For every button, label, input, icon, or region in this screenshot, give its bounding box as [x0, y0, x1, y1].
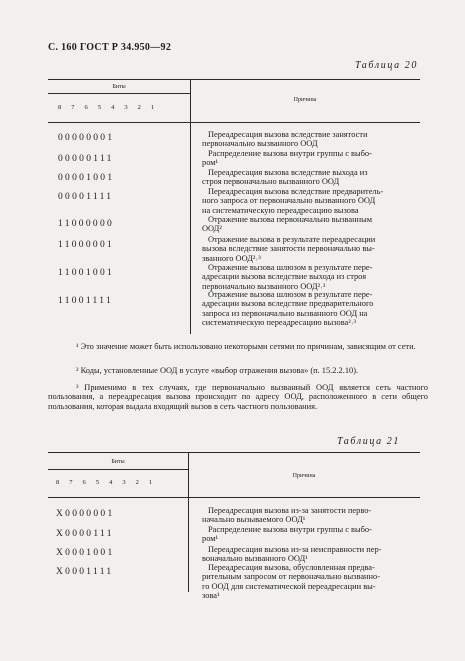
reason-line: ного запроса от первоначально вызванного ООД: [202, 196, 376, 206]
reason-line: Отражение вызова первоначально вызванным: [208, 215, 373, 224]
reason-line: рительным запросом от первоначально вызванно-: [202, 572, 380, 582]
reason-line: начально вызываемого ООД¹: [202, 515, 306, 525]
reason-line: Переадресация вызова, обусловленная предва-: [208, 563, 375, 572]
reason-line: адресации вызова вследствие выхода из строя: [202, 272, 367, 282]
table-row-reason: [202, 168, 427, 187]
table-row-reason: [202, 263, 427, 291]
reason-line: на систематическую переадресацию вызова: [202, 205, 359, 215]
table-row-code: 11001001: [58, 268, 115, 278]
table-row-reason: [202, 215, 427, 234]
table-row-code: 11000001: [58, 240, 115, 250]
table-21-reason-header: Причина: [292, 473, 316, 479]
table-row-reason: [202, 187, 427, 215]
table-20-header-rule: [48, 122, 420, 123]
table-row-code: 00000001: [58, 133, 115, 143]
table-row-reason: [202, 525, 427, 544]
reason-line: Переадресация вызова из-за занятости перво-: [208, 506, 372, 515]
reason-line: Переадресация вызова вследствие предваритель-: [208, 187, 384, 196]
table-20-bits-header: Биты: [112, 84, 126, 90]
reason-line: ром¹: [202, 158, 219, 168]
table-21-bit-numbers: 8 7 6 5 4 3 2 1: [56, 479, 157, 486]
table-21-top-rule: [48, 452, 420, 453]
reason-line: ООД²: [202, 224, 222, 234]
table-row-code: 11001111: [58, 296, 113, 306]
footnote: ¹ Это значение может быть использовано некоторыми сетями по причинам, зависящим от сети.: [76, 342, 416, 351]
reason-line: Отражение вызова в результате переадресации: [208, 235, 376, 244]
reason-line: го ООД для систематической переадресации вы-: [202, 581, 376, 591]
reason-line: зова¹: [202, 591, 220, 601]
reason-line: воначально вызванного ООД¹: [202, 554, 308, 564]
table-20-reason-header: Причина: [293, 97, 317, 103]
reason-line: Переадресация вызова вследствие занятости: [208, 130, 368, 139]
reason-line: вызова вследствие занятости первоначально вы-: [202, 244, 375, 254]
table-20-bit-numbers: 8 7 6 5 4 3 2 1: [58, 104, 159, 111]
table-row-code: 00001111: [58, 192, 114, 202]
footnote: ³ Применимо в тех случаях, где первоначально вызванный ООД является сеть частного пользования, а переадресация вызова происходит по адресу ООД, расположенного в сети общего пользования, которая выдала входящий вызов в сеть частного пользования.: [48, 383, 428, 411]
table-21-bits-subrule: [48, 469, 188, 470]
reason-line: званного ООД²˒³: [202, 253, 261, 263]
table-row-reason: [202, 563, 427, 601]
reason-line: Переадресация вызова из-за неисправности пер-: [208, 545, 382, 554]
table-row-code: X0001001: [56, 548, 115, 558]
table-row-reason: [202, 149, 427, 168]
table-20-title: Таблица 20: [355, 60, 418, 71]
reason-line: Отражение вызова шлюзом в результате пере-: [208, 263, 373, 272]
table-20-top-rule: [48, 79, 420, 80]
table-row-code: 11000000: [58, 219, 115, 229]
table-20-bits-subrule: [48, 93, 190, 94]
reason-line: первоначально вызванного ООД: [202, 139, 318, 149]
table-row-reason: [202, 545, 427, 564]
reason-line: строя первоначально вызванного ООД: [202, 177, 340, 187]
reason-line: Переадресация вызова вследствие выхода из: [208, 168, 368, 177]
reason-line: ром¹: [202, 534, 219, 544]
table-row-code: 00001001: [58, 173, 115, 183]
reason-line: адресации вызова вследствие предварительного: [202, 299, 374, 309]
reason-line: Распределение вызова внутри группы с выбо-: [208, 525, 372, 534]
reason-line: запроса из первоначально вызванного ООД на: [202, 308, 368, 318]
table-row-reason: [202, 130, 427, 149]
table-row-reason: [202, 235, 427, 263]
reason-line: первоначально вызванного ООД²˒³: [202, 281, 326, 291]
table-row-code: X0001111: [56, 567, 114, 577]
table-20-column-divider: [190, 79, 191, 334]
footnote: ² Коды, установленные ООД в услуге «выбор отражения вызова» (п. 15.2.2.10).: [76, 366, 359, 375]
reason-line: Распределение вызова внутри группы с выбо-: [208, 149, 372, 158]
page-header: С. 160 ГОСТ Р 34.950—92: [48, 42, 172, 53]
table-21-bits-header: Биты: [111, 459, 125, 465]
table-row-code: 00000111: [58, 154, 114, 164]
reason-line: систематическую переадресацию вызова²˒³: [202, 318, 357, 328]
table-21-title: Таблица 21: [337, 436, 400, 447]
reason-line: Отражение вызова шлюзом в результате пере-: [208, 290, 373, 299]
table-row-reason: [202, 290, 427, 328]
table-row-code: X0000111: [56, 529, 114, 539]
table-row-code: X0000001: [56, 509, 115, 519]
table-row-reason: [202, 506, 427, 525]
table-21-header-rule: [48, 497, 420, 498]
